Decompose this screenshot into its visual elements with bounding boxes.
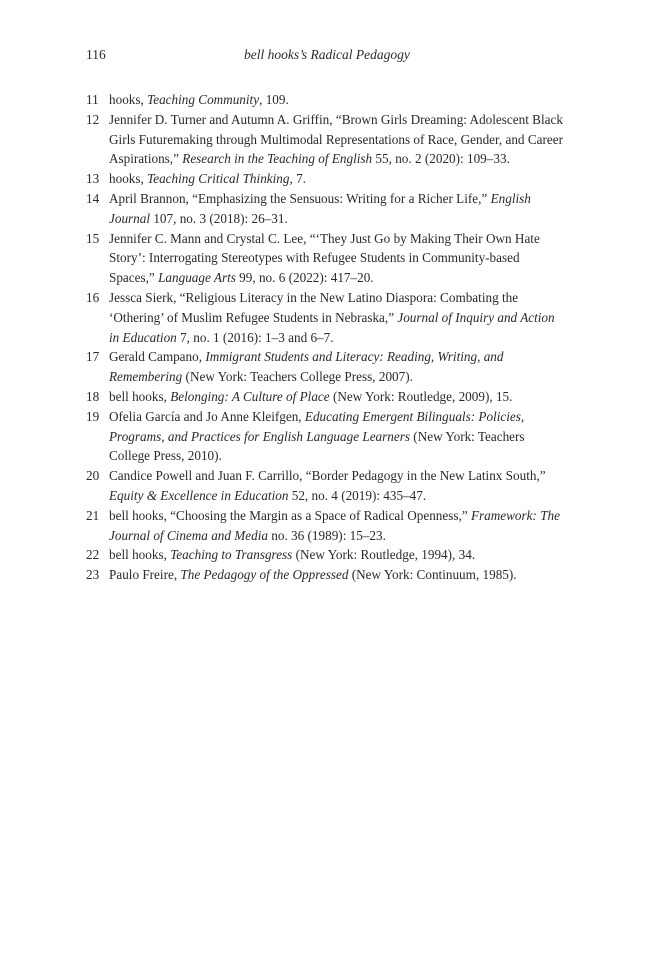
endnote-text-run: Candice Powell and Juan F. Carrillo, “Border Pedagogy in the New Latinx South,”	[109, 468, 546, 484]
endnote-text	[109, 466, 566, 506]
endnote-text	[109, 288, 566, 347]
endnote-23	[86, 565, 566, 585]
endnote-14	[86, 189, 566, 229]
endnote-title-italic: The Pedagogy of the Oppressed	[180, 567, 349, 583]
endnote-title-italic: Equity & Excellence in Education	[109, 487, 289, 503]
endnote-number: 19	[86, 408, 100, 424]
endnote-text	[109, 347, 566, 387]
endnote-title-italic: Research in the Teaching of English	[182, 151, 373, 167]
endnote-21	[86, 506, 566, 546]
endnote-text-run: (New York: Teachers College Press, 2010).	[109, 428, 525, 464]
endnote-text-run: (New York: Routledge, 1994), 34.	[292, 547, 476, 563]
endnote-text-run: 7.	[292, 171, 306, 187]
endnote-text	[109, 565, 566, 585]
endnote-title-italic: Educating Emergent Bilinguals: Policies, Programs, and Practices for English Language Learners	[109, 408, 525, 444]
endnote-19	[86, 407, 566, 466]
endnote-text	[109, 189, 566, 229]
endnote-title-italic: Language Arts	[158, 270, 236, 286]
endnote-text-run: (New York: Routledge, 2009), 15.	[329, 388, 513, 404]
endnote-number: 12	[86, 111, 100, 127]
endnote-text	[109, 506, 566, 546]
endnote-22	[86, 545, 566, 565]
endnote-number: 20	[86, 468, 100, 484]
endnote-text	[109, 90, 566, 110]
endnote-title-italic: Teaching to Transgress	[170, 547, 293, 563]
endnote-title-italic: English Journal	[109, 190, 531, 226]
endnote-text-run: 107, no. 3 (2018): 26–31.	[150, 210, 288, 226]
endnote-number: 14	[86, 190, 100, 206]
endnote-text-run: (New York: Continuum, 1985).	[348, 567, 517, 583]
endnote-12	[86, 110, 566, 169]
endnote-20	[86, 466, 566, 506]
endnote-text-run: bell hooks,	[109, 547, 171, 563]
endnote-title-italic: Immigrant Students and Literacy: Reading, Writing, and Remembering	[109, 349, 504, 385]
endnote-number: 17	[86, 349, 100, 365]
endnote-text-run: Paulo Freire,	[109, 567, 181, 583]
endnote-number: 11	[86, 92, 99, 107]
endnote-title-italic: Teaching Community	[147, 92, 260, 107]
endnote-text-run: hooks,	[109, 171, 148, 187]
endnote-text-run: 55, no. 2 (2020): 109–33.	[372, 151, 510, 167]
endnote-13	[86, 169, 566, 189]
endnote-title-italic: Framework: The Journal of Cinema and Media	[109, 507, 560, 543]
endnote-11	[86, 90, 566, 110]
endnote-text-run: bell hooks,	[109, 388, 171, 404]
endnote-number: 21	[86, 507, 100, 523]
endnote-text-run: Ofelia García and Jo Anne Kleifgen,	[109, 408, 305, 424]
endnote-text	[109, 110, 566, 169]
endnote-text-run: Jennifer D. Turner and Autumn A. Griffin, “Brown Girls Dreaming: Adolescent Black Girls Futuremaking through Multimodal Representations of Race, Gender, and Career Aspirations,”	[109, 111, 563, 167]
endnote-17	[86, 347, 566, 387]
endnote-text	[109, 387, 566, 407]
endnote-text-run: Gerald Campano,	[109, 349, 206, 365]
endnote-text-run: hooks,	[109, 92, 148, 107]
page-number: 116	[86, 47, 106, 62]
endnote-title-italic: Belonging: A Culture of Place	[170, 388, 330, 404]
running-title: bell hooks’s Radical Pedagogy	[244, 47, 410, 62]
endnote-title-italic: Journal of Inquiry and Action in Education	[109, 309, 555, 345]
endnote-number: 18	[86, 388, 100, 404]
endnote-number: 13	[86, 171, 100, 187]
endnote-number: 22	[86, 547, 100, 563]
endnote-number: 16	[86, 289, 100, 305]
endnote-text-run: no. 36 (1989): 15–23.	[267, 527, 386, 543]
endnote-15	[86, 229, 566, 288]
endnote-number: 15	[86, 230, 100, 246]
endnote-text-run: (New York: Teachers College Press, 2007).	[182, 369, 413, 385]
endnote-text-run: 7, no. 1 (2016): 1–3 and 6–7.	[176, 329, 334, 345]
endnote-text	[109, 229, 566, 288]
endnote-text	[109, 407, 566, 466]
endnote-text-run: 99, no. 6 (2022): 417–20.	[235, 270, 374, 286]
endnote-text-run: 52, no. 4 (2019): 435–47.	[288, 487, 427, 503]
endnote-text-run: bell hooks, “Choosing the Margin as a Space of Radical Openness,”	[109, 507, 471, 523]
endnote-text	[109, 169, 566, 189]
endnote-text	[109, 545, 566, 565]
endnote-text-run: , 109.	[259, 92, 289, 107]
endnote-18	[86, 387, 566, 407]
endnote-16	[86, 288, 566, 347]
endnote-text-run: Jennifer C. Mann and Crystal C. Lee, “‘They Just Go by Making Their Own Hate Story’: Interrogating Stereotypes with Refugee Students in Community-based Spaces,”	[109, 230, 540, 286]
running-head	[86, 45, 566, 65]
endnote-text-run: Jessca Sierk, “Religious Literacy in the New Latino Diaspora: Combating the ‘Othering’ of Muslim Refugee Students in Nebraska,”	[109, 289, 519, 325]
endnote-title-italic: Teaching Critical Thinking,	[147, 171, 293, 187]
endnotes-list	[86, 90, 566, 585]
endnote-text-run: April Brannon, “Emphasizing the Sensuous: Writing for a Richer Life,”	[109, 190, 491, 206]
endnote-number: 23	[86, 567, 100, 583]
